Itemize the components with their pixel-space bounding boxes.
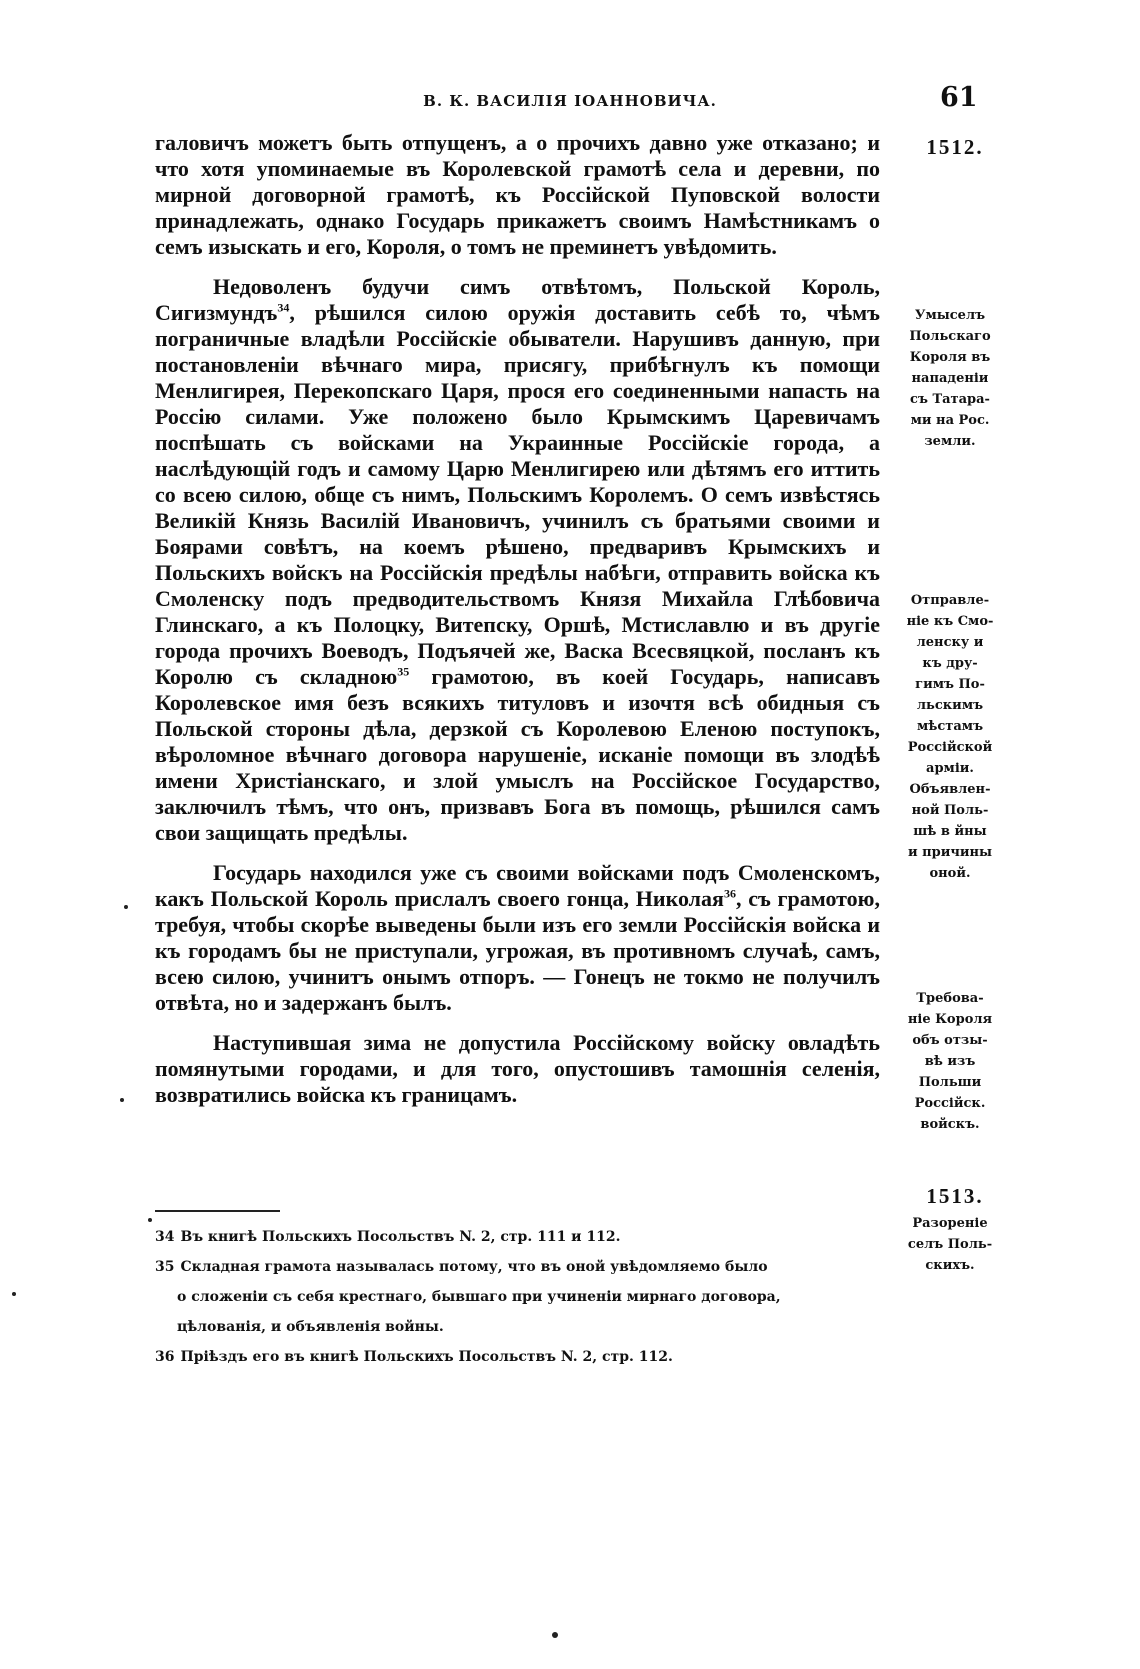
running-title: В. К. ВАСИЛІЯ ІОАННОВИЧА.	[423, 92, 717, 110]
margin-year-1513: 1513.	[926, 1184, 984, 1208]
footnote-text: Пріѣздъ его въ книгѣ Польскихъ Посольствъ N. 2, стр. 112.	[180, 1349, 673, 1365]
paragraph-3-part-a: Государь находился уже съ своими войсками подъ Смоленскомъ, какъ Польской Король прислалъ своего гонца, Николая	[155, 860, 880, 911]
footnote-ref-35: 35	[397, 664, 410, 679]
paragraph-2	[155, 274, 880, 846]
margin-note-1-line: Короля въ	[909, 350, 991, 365]
margin-note-4	[890, 1213, 1010, 1276]
margin-note-2-line: льскимъ	[916, 698, 984, 713]
paragraph-4: Наступившая зима не допустила Россійскому войску овладѣть помянутыми городами, и для того, опустошивъ тамошнія селенія, возвратились войска къ границамъ.	[155, 1030, 880, 1107]
margin-note-1-line: Умыселъ	[914, 308, 986, 323]
margin-year-1512: 1512.	[926, 135, 984, 159]
footnote-rule	[155, 1210, 280, 1212]
footnote-text: Складная грамота называлась потому, что въ оной увѣдомляемо было	[180, 1259, 768, 1275]
margin-note-2-line: ной Поль-	[911, 803, 989, 818]
footnote-number: 34	[155, 1229, 175, 1245]
margin-note-1-line: съ Татара-	[910, 392, 990, 407]
margin-note-2-line: оной.	[929, 866, 971, 881]
footnote-number: 36	[155, 1349, 175, 1365]
margin-note-2-line: гимъ По-	[915, 677, 985, 692]
margin-note-1-line: ми на Рос.	[910, 413, 990, 428]
paragraph-3	[155, 860, 880, 1016]
scan-speck	[124, 905, 128, 909]
paragraph-2-part-b: , рѣшился силою оружія доставить себѣ то, чѣмъ пограничные владѣли Россійскіе обыватели. Нарушивъ данную, при постановленіи вѣчнаго мира, присягу, прибѣгнулъ къ помощи Менлигирея, Перекопскаго Царя, прося его соединенными напасть на Россію силами. Уже положено было Крымскимъ Царевичамъ поспѣшать съ войсками на Украинные Россійскіе города, а наслѣдующій годъ и самому Царю Менлигирею или дѣтямъ его иттить со всею силою, обще съ нимъ, Польскимъ Королемъ. О семъ извѣстясь Великій Князь Василій Ивановичъ, учинилъ съ братьями своими и Боярами совѣтъ, на коемъ рѣшено, предваривъ Крымскихъ и Польскихъ войскъ на Россійскія предѣлы набѣги, отправить войска къ Смоленску подъ предводительствомъ Князя Михайла Глѣбовича Глинскаго, а къ Полоцку, Витепску, Оршѣ, Мстиславлю и въ другіе города прочихъ Воеводъ, Подъячей же, Васка Всесвяцкой, посланъ къ Королю съ складною	[155, 300, 880, 689]
footnotes	[155, 1222, 890, 1372]
margin-note-2-line: и причины	[907, 845, 993, 860]
paragraph-3-part-b: , съ грамотою, требуя, чтобы скорѣе выведены были изъ его земли Россійскія войска и къ городамъ бы не приступали, угрожая, въ противномъ случаѣ, самъ, всею силою, учинитъ онымъ отпоръ. — Гонецъ не токмо не получилъ отвѣта, но и задержанъ былъ.	[155, 886, 880, 1015]
margin-note-3-line: Россійск.	[914, 1096, 986, 1111]
margin-note-2-line: Отправле-	[910, 593, 990, 608]
footnote-35	[155, 1252, 890, 1342]
margin-note-2-line: шѣ в йны	[913, 824, 987, 839]
margin-note-1-line: Польскаго	[909, 329, 991, 344]
scan-speck	[120, 1098, 124, 1102]
margin-note-1-line: нападеніи	[911, 371, 989, 386]
margin-note-3-line: вѣ изъ	[924, 1054, 976, 1069]
margin-note-4-line: скихъ.	[925, 1258, 975, 1273]
footnote-34	[155, 1222, 890, 1252]
margin-note-2-line: ніе къ Смо-	[906, 614, 994, 629]
margin-note-2-line: къ дру-	[922, 656, 978, 671]
scan-speck	[12, 1292, 16, 1296]
paragraph-2-part-a: Недоволенъ будучи симъ отвѣтомъ, Польской Король, Сигизмундъ	[155, 274, 880, 325]
scan-speck	[552, 1632, 558, 1638]
margin-note-2-line: Объявлен-	[909, 782, 991, 797]
margin-note-2-line: арміи.	[926, 761, 974, 776]
margin-note-3-line: объ отзы-	[912, 1033, 988, 1048]
margin-note-4-line: селъ Поль-	[907, 1237, 993, 1252]
footnote-continuation: цѣлованія, и объявленія войны.	[177, 1319, 444, 1335]
margin-note-2-line: ленску и	[916, 635, 984, 650]
footnote-ref-34: 34	[277, 300, 290, 315]
scan-speck	[148, 1218, 152, 1222]
margin-note-4-line: Разореніе	[912, 1216, 988, 1231]
margin-note-3	[890, 988, 1010, 1135]
margin-note-3-line: Требова-	[916, 991, 984, 1006]
margin-note-2-line: Россійской	[907, 740, 993, 755]
margin-note-1-line: земли.	[924, 434, 976, 449]
margin-note-1	[890, 305, 1010, 452]
main-text	[155, 130, 880, 1122]
footnote-36	[155, 1342, 890, 1372]
margin-note-3-line: ніе Короля	[907, 1012, 993, 1027]
footnote-number: 35	[155, 1259, 175, 1275]
footnote-continuation: о сложеніи съ себя крестнаго, бывшаго при учиненіи мирнаго договора,	[177, 1289, 781, 1305]
footnote-text: Въ книгѣ Польскихъ Посольствъ N. 2, стр. 111 и 112.	[180, 1229, 621, 1245]
paragraph-1: галовичъ можетъ быть отпущенъ, а о прочихъ давно уже отказано; и что хотя упоминаемые въ Королевской грамотѣ села и деревни, по мирной договорной грамотѣ, къ Россійской Пуповской волости принадлежать, однако Государь прикажетъ своимъ Намѣстникамъ о семъ изыскать и его, Короля, о томъ не преминетъ увѣдомить.	[155, 130, 880, 259]
margin-note-2-line: мѣстамъ	[916, 719, 984, 734]
page-number: 61	[940, 82, 978, 113]
margin-note-2	[890, 590, 1010, 884]
paragraph-2-part-c: грамотою, въ коей Государь, написавъ Королевское имя безъ всякихъ титуловъ и изочтя всѣ обидныя съ Польской стороны дѣла, дерзкой съ Королевою Еленою поступокъ, вѣроломное вѣчнаго договора нарушеніе, исканіе помощи въ злодѣѣ имени Христіанскаго, и злой умыслъ на Россійское Государство, заключилъ тѣмъ, что онъ, призвавъ Бога въ помощь, рѣшился самъ свои защищать предѣлы.	[155, 664, 880, 845]
margin-note-3-line: Польши	[918, 1075, 982, 1090]
footnote-ref-36: 36	[723, 886, 736, 901]
margin-note-3-line: войскъ.	[920, 1117, 980, 1132]
